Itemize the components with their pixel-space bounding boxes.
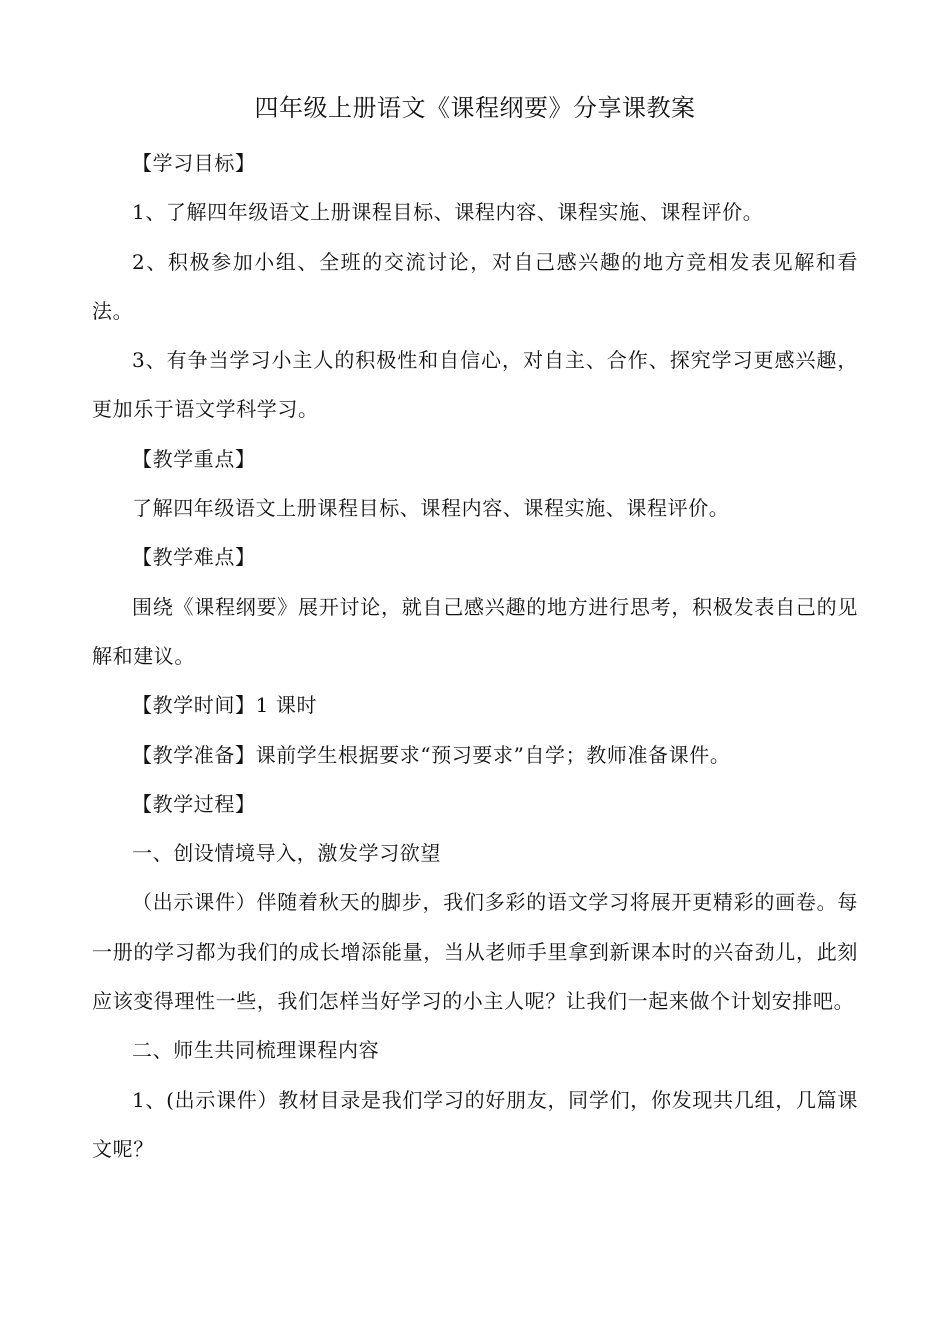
- teaching-time: 【教学时间】1 课时: [132, 693, 318, 718]
- document-body: [92, 139, 858, 1174]
- process-step-2-heading: 二、师生共同梳理课程内容: [132, 1038, 380, 1063]
- teaching-focus-text: 了解四年级语文上册课程目标、课程内容、课程实施、课程评价。: [132, 496, 730, 521]
- heading-teaching-focus: 【教学重点】: [132, 446, 256, 471]
- objective-item-2: 2、积极参加小组、全班的交流讨论，对自己感兴趣的地方竞相发表见解和看法。: [92, 249, 858, 323]
- teaching-difficulty-text: 围绕《课程纲要》展开讨论，就自己感兴趣的地方进行思考，积极发表自己的见解和建议。: [92, 594, 858, 668]
- objective-item-1: 1、了解四年级语文上册课程目标、课程内容、课程实施、课程评价。: [132, 200, 764, 225]
- heading-teaching-difficulty: 【教学难点】: [132, 545, 256, 570]
- process-step-1-heading: 一、创设情境导入，激发学习欲望: [132, 841, 441, 866]
- teaching-preparation: 【教学准备】课前学生根据要求“预习要求”自学；教师准备课件。: [132, 742, 731, 767]
- objective-item-3: 3、有争当学习小主人的积极性和自信心，对自主、合作、探究学习更感兴趣，更加乐于语文学科学习。: [92, 348, 858, 422]
- heading-teaching-process: 【教学过程】: [132, 791, 256, 816]
- process-step-1-text: （出示课件）伴随着秋天的脚步，我们多彩的语文学习将展开更精彩的画卷。每一册的学习都为我们的成长增添能量，当从老师手里拿到新课本时的兴奋劲儿，此刻应该变得理性一些，我们怎样当好学习的小主人呢？让我们一起来做个计划安排吧。: [92, 890, 858, 1014]
- document-title: 四年级上册语文《课程纲要》分享课教案: [254, 94, 696, 122]
- process-step-2-item-1: 1、(出示课件）教材目录是我们学习的好朋友，同学们，你发现共几组，几篇课文呢？: [92, 1087, 858, 1161]
- heading-learning-objectives: 【学习目标】: [132, 151, 256, 175]
